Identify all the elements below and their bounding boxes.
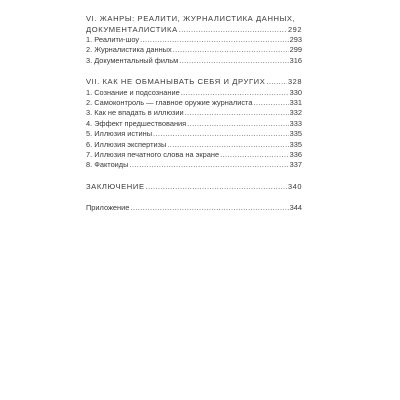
- toc-entry: [86, 45, 302, 55]
- leader-dots: [253, 98, 288, 108]
- section-title: VII. КАК НЕ ОБМАНЫВАТЬ СЕБЯ И ДРУГИХ: [86, 77, 266, 87]
- page-number: 328: [288, 77, 302, 87]
- entry-label: 1. Сознание и подсознание: [86, 87, 180, 97]
- toc-entry: [86, 119, 302, 129]
- page-number: 344: [289, 203, 302, 213]
- leader-dots: [146, 182, 287, 192]
- toc-entry: [86, 88, 302, 98]
- page-number: 293: [289, 34, 302, 44]
- page-number: 299: [289, 45, 302, 55]
- entry-label: 2. Журналистика данных: [86, 45, 172, 55]
- entry-label: 3. Документальный фильм: [86, 55, 179, 65]
- toc-section-vii: [86, 77, 302, 171]
- leader-dots: [167, 140, 288, 150]
- table-of-contents: [86, 14, 302, 225]
- section-heading: [86, 77, 302, 87]
- section-heading: [86, 14, 302, 35]
- conclusion-label: ЗАКЛЮЧЕНИЕ: [86, 181, 145, 191]
- leader-dots: [140, 35, 289, 45]
- leader-dots: [153, 129, 289, 139]
- entry-label: 3. Как не впадать в иллюзии: [86, 108, 184, 118]
- page-number: 292: [288, 24, 302, 34]
- toc-entry: [86, 98, 302, 108]
- toc-entry: [86, 56, 302, 66]
- toc-entry: [86, 160, 302, 170]
- leader-dots: [179, 56, 288, 66]
- entry-label: 4. Эффект предшествования: [86, 118, 187, 128]
- page-number: 340: [288, 181, 302, 191]
- page-number: 331: [289, 97, 302, 107]
- entry-label: 1. Реалити-шоу: [86, 34, 140, 44]
- appendix-label: Приложение: [86, 203, 130, 213]
- page-number: 335: [289, 129, 302, 139]
- entry-label: 8. Фактоиды: [86, 160, 129, 170]
- toc-entry: [86, 150, 302, 160]
- toc-appendix: [86, 203, 302, 213]
- page-number: 336: [289, 149, 302, 159]
- page-number: 335: [289, 139, 302, 149]
- page-number: 330: [289, 87, 302, 97]
- section-title-line1: VI. ЖАНРЫ: РЕАЛИТИ, ЖУРНАЛИСТИКА ДАННЫХ,: [86, 14, 296, 23]
- leader-dots: [130, 203, 288, 213]
- leader-dots: [187, 119, 288, 129]
- leader-dots: [129, 160, 288, 170]
- leader-dots: [185, 108, 289, 118]
- toc-section-vi: [86, 14, 302, 66]
- entry-label: 7. Иллюзия печатного слова на экране: [86, 149, 220, 159]
- leader-dots: [173, 45, 289, 55]
- toc-entry: [86, 129, 302, 139]
- toc-conclusion: [86, 182, 302, 192]
- leader-dots: [266, 77, 287, 87]
- appendix-row: [86, 203, 302, 213]
- section-title-line2: ДОКУМЕНТАЛИСТИКА: [86, 24, 178, 34]
- page-number: 316: [289, 55, 302, 65]
- page-number: 332: [289, 108, 302, 118]
- page-number: 333: [289, 118, 302, 128]
- leader-dots: [181, 88, 289, 98]
- toc-entry: [86, 35, 302, 45]
- toc-entry: [86, 108, 302, 118]
- entry-label: 5. Иллюзия истины: [86, 129, 152, 139]
- conclusion-row: [86, 182, 302, 192]
- entry-label: 2. Самоконтроль — главное оружие журналиста: [86, 97, 253, 107]
- toc-entry: [86, 140, 302, 150]
- leader-dots: [179, 25, 287, 35]
- leader-dots: [220, 150, 289, 160]
- entry-label: 6. Иллюзия экспертизы: [86, 139, 167, 149]
- section-title-row: [86, 25, 302, 35]
- page-number: 337: [289, 160, 302, 170]
